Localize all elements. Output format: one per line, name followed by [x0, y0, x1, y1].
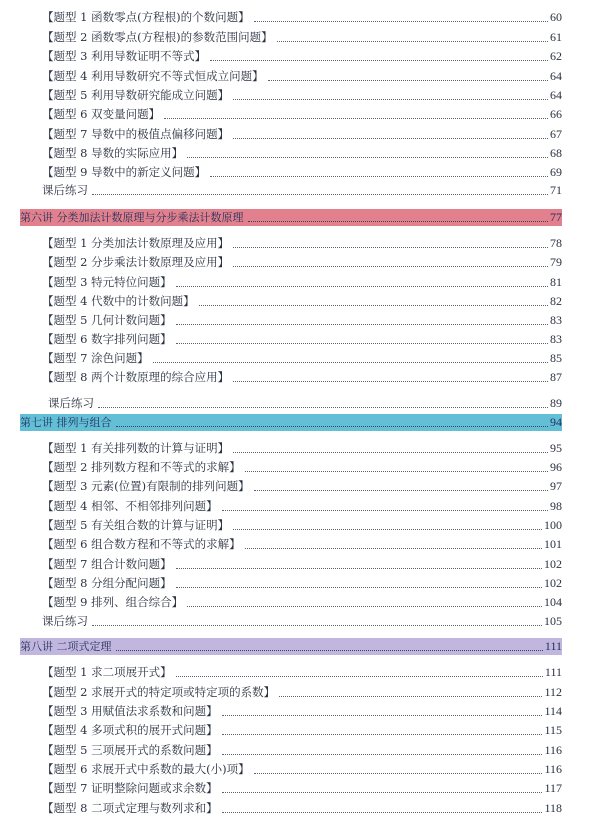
page-number: 101: [544, 537, 562, 551]
entry-title: 课后练习: [42, 614, 88, 628]
dot-leader: [222, 734, 543, 735]
page-number: 87: [550, 370, 562, 384]
entry-title: 【题型 4 相邻、不相邻排列问题】: [42, 499, 218, 513]
toc-entry[interactable]: [42, 145, 562, 162]
toc-entry[interactable]: [42, 498, 562, 515]
page-number: 85: [550, 351, 562, 365]
dot-leader: [279, 696, 542, 697]
dot-leader: [254, 21, 548, 22]
page-number: 117: [544, 781, 562, 795]
entry-title: 【题型 3 元素(位置)有限制的排列问题】: [42, 479, 250, 493]
dot-leader: [233, 452, 548, 453]
toc-entry[interactable]: [42, 536, 562, 553]
page-number: 77: [550, 210, 562, 224]
entry-title: 【题型 7 组合计数问题】: [42, 557, 172, 571]
page-number: 102: [544, 557, 562, 571]
page-number: 112: [544, 685, 562, 699]
dot-leader: [254, 773, 543, 774]
page-number: 79: [550, 255, 562, 269]
toc-entry[interactable]: [42, 350, 562, 367]
dot-leader: [222, 792, 543, 793]
page-number: 66: [550, 107, 562, 121]
toc-entry[interactable]: [42, 68, 562, 85]
entry-title: 【题型 5 几何计数问题】: [42, 313, 172, 327]
toc-entry[interactable]: [42, 331, 562, 348]
entry-title: 【题型 1 分类加法计数原理及应用】: [42, 236, 230, 250]
dot-leader: [153, 362, 548, 363]
page-number: 98: [550, 499, 562, 513]
dot-leader: [233, 266, 548, 267]
page-number: 89: [550, 396, 562, 410]
entry-title: 【题型 7 涂色问题】: [42, 351, 149, 365]
dot-leader: [268, 80, 548, 81]
entry-title: 【题型 8 二项式定理与数列求和】: [42, 801, 218, 815]
entry-title: 【题型 1 有关排列数的计算与证明】: [42, 441, 230, 455]
toc-entry[interactable]: [42, 742, 562, 759]
toc-entry[interactable]: [42, 556, 562, 573]
entry-title: 【题型 2 函数零点(方程根)的参数范围问题】: [42, 30, 273, 44]
dot-leader: [92, 625, 542, 626]
page-number: 115: [544, 723, 562, 737]
dot-leader: [245, 548, 542, 549]
toc-entry[interactable]: [42, 780, 562, 797]
entry-title: 【题型 7 导数中的极值点偏移问题】: [42, 127, 230, 141]
page-number: 100: [544, 518, 562, 532]
chapter-heading-7[interactable]: [20, 414, 562, 431]
entry-title: 【题型 2 排列数方程和不等式的求解】: [42, 460, 241, 474]
entry-title: 【题型 6 组合数方程和不等式的求解】: [42, 537, 241, 551]
chapter-title: 第七讲 排列与组合: [20, 416, 112, 429]
page-number: 116: [544, 743, 562, 757]
toc-entry[interactable]: [42, 369, 562, 386]
entry-title: 【题型 8 分组分配问题】: [42, 576, 172, 590]
toc-entry[interactable]: [42, 664, 562, 681]
toc-entry[interactable]: [42, 164, 562, 181]
toc-entry[interactable]: [42, 312, 562, 329]
page-number: 62: [550, 49, 562, 63]
page-number: 71: [550, 183, 562, 197]
dot-leader: [233, 247, 548, 248]
dot-leader: [187, 606, 542, 607]
dot-leader: [92, 194, 548, 195]
entry-title: 课后练习: [42, 183, 88, 197]
page-number: 102: [544, 576, 562, 590]
dot-leader: [176, 587, 542, 588]
toc-entry[interactable]: [42, 293, 562, 310]
dot-leader: [222, 510, 548, 511]
entry-title: 【题型 3 利用导数证明不等式】: [42, 49, 207, 63]
page-number: 68: [550, 146, 562, 160]
dot-leader: [233, 99, 548, 100]
dot-leader: [116, 650, 543, 651]
toc-entry[interactable]: [42, 254, 562, 271]
dot-leader: [176, 324, 548, 325]
toc-entry[interactable]: [42, 29, 562, 46]
dot-leader: [222, 754, 543, 755]
dot-leader: [176, 286, 548, 287]
toc-entry[interactable]: [42, 9, 562, 26]
page-number: 83: [550, 313, 562, 327]
entry-title: 【题型 9 排列、组合综合】: [42, 595, 184, 609]
entry-title: 课后练习: [48, 396, 94, 410]
dot-leader: [254, 490, 548, 491]
page-number: 97: [550, 479, 562, 493]
chapter-heading-6[interactable]: [20, 209, 562, 226]
toc-entry[interactable]: [42, 235, 562, 252]
toc-entry[interactable]: [42, 761, 562, 778]
entry-title: 【题型 2 求展开式的特定项或特定项的系数】: [42, 685, 276, 699]
toc-entry[interactable]: [42, 87, 562, 104]
page-number: 69: [550, 165, 562, 179]
toc-entry[interactable]: [42, 48, 562, 65]
dot-leader: [245, 471, 548, 472]
entry-title: 【题型 5 有关组合数的计算与证明】: [42, 518, 230, 532]
entry-title: 【题型 1 求二项展开式】: [42, 665, 172, 679]
entry-title: 【题型 3 特元特位问题】: [42, 275, 172, 289]
entry-title: 【题型 4 利用导数研究不等式恒成立问题】: [42, 69, 264, 83]
page-number: 105: [544, 614, 562, 628]
page-number: 96: [550, 460, 562, 474]
entry-title: 【题型 6 双变量问题】: [42, 107, 161, 121]
toc-entry[interactable]: [42, 575, 562, 592]
entry-title: 【题型 6 数字排列问题】: [42, 332, 172, 346]
page-number: 114: [544, 704, 562, 718]
chapter-heading-8[interactable]: [20, 638, 562, 655]
entry-title: 【题型 9 导数中的新定义问题】: [42, 165, 207, 179]
dot-leader: [233, 138, 548, 139]
chapter-title: 第六讲 分类加法计数原理与分步乘法计数原理: [20, 211, 244, 224]
dot-leader: [176, 568, 542, 569]
entry-title: 【题型 1 函数零点(方程根)的个数问题】: [42, 10, 250, 24]
page-number: 82: [550, 294, 562, 308]
page-number: 118: [544, 801, 562, 815]
dot-leader: [233, 529, 542, 530]
entry-title: 【题型 5 利用导数研究能成立问题】: [42, 88, 230, 102]
toc-exercise-entry[interactable]: [48, 395, 562, 412]
entry-title: 【题型 4 代数中的计数问题】: [42, 294, 195, 308]
toc-entry[interactable]: [42, 800, 562, 817]
entry-title: 【题型 8 两个计数原理的综合应用】: [42, 370, 230, 384]
dot-leader: [222, 715, 543, 716]
dot-leader: [222, 812, 543, 813]
page-number: 111: [544, 665, 562, 679]
chapter-title: 第八讲 二项式定理: [20, 640, 112, 653]
toc-entry[interactable]: [42, 126, 562, 143]
dot-leader: [210, 60, 548, 61]
entry-title: 【题型 6 求展开式中系数的最大(小)项】: [42, 762, 250, 776]
dot-leader: [98, 407, 548, 408]
dot-leader: [187, 157, 548, 158]
page-number: 94: [550, 415, 562, 429]
toc-exercise-entry[interactable]: [42, 182, 562, 199]
toc-entry[interactable]: [42, 106, 562, 123]
page-number: 81: [550, 275, 562, 289]
page-number: 78: [550, 236, 562, 250]
entry-title: 【题型 5 三项展开式的系数问题】: [42, 743, 218, 757]
dot-leader: [199, 305, 548, 306]
page-number: 61: [550, 30, 562, 44]
dot-leader: [116, 426, 549, 427]
page-number: 67: [550, 127, 562, 141]
entry-title: 【题型 8 导数的实际应用】: [42, 146, 184, 160]
toc-entry[interactable]: [42, 440, 562, 457]
page-number: 95: [550, 441, 562, 455]
dot-leader: [176, 676, 543, 677]
entry-title: 【题型 3 用赋值法求系数和问题】: [42, 704, 218, 718]
page-number: 116: [544, 762, 562, 776]
entry-title: 【题型 2 分步乘法计数原理及应用】: [42, 255, 230, 269]
toc-entry[interactable]: [42, 684, 562, 701]
dot-leader: [248, 221, 549, 222]
page-number: 104: [544, 595, 562, 609]
page-number: 60: [550, 10, 562, 24]
toc-exercise-entry[interactable]: [42, 613, 562, 630]
page-number: 64: [550, 69, 562, 83]
toc-entry[interactable]: [42, 594, 562, 611]
dot-leader: [164, 118, 548, 119]
page-number: 64: [550, 88, 562, 102]
entry-title: 【题型 4 多项式积的展开式问题】: [42, 723, 218, 737]
dot-leader: [233, 381, 548, 382]
page-number: 111: [544, 639, 562, 653]
toc-entry[interactable]: [42, 703, 562, 720]
dot-leader: [176, 343, 548, 344]
toc-entry[interactable]: [42, 722, 562, 739]
dot-leader: [210, 176, 548, 177]
dot-leader: [277, 41, 548, 42]
toc-entry[interactable]: [42, 517, 562, 534]
entry-title: 【题型 7 证明整除问题或求余数】: [42, 781, 218, 795]
toc-entry[interactable]: [42, 459, 562, 476]
page-number: 83: [550, 332, 562, 346]
toc-entry[interactable]: [42, 274, 562, 291]
toc-entry[interactable]: [42, 478, 562, 495]
